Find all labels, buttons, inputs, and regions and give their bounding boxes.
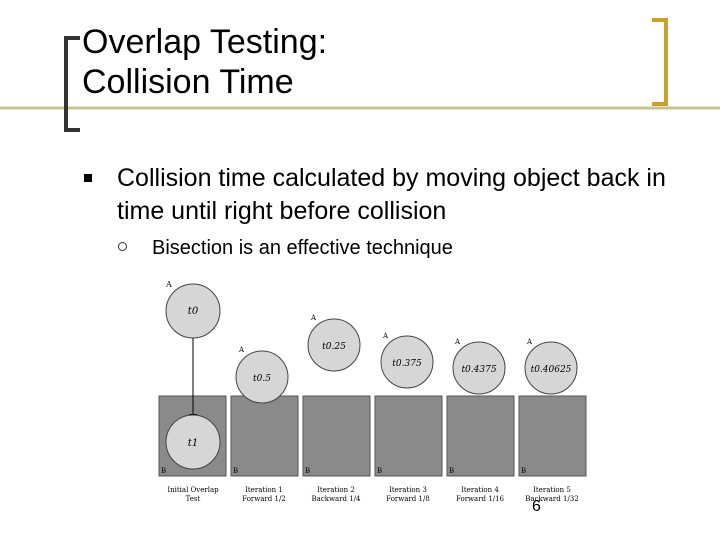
label-a: A <box>527 338 533 346</box>
left-bracket <box>66 38 80 130</box>
page-number: 6 <box>532 498 541 515</box>
bullet-text-1: Collision time calculated by moving object back in time until right before collision <box>117 164 666 225</box>
box-iter-1 <box>231 396 298 476</box>
box-iter-2 <box>303 396 370 476</box>
box-iter-5 <box>519 396 586 476</box>
ball-label-3: t0.375 <box>392 359 422 369</box>
label-a: A <box>311 314 317 322</box>
caption-iter-4-2: Forward 1/16 <box>456 495 504 503</box>
label-a: A <box>239 346 245 354</box>
box-iter-4 <box>447 396 514 476</box>
label-t0: t0 <box>187 306 199 317</box>
caption-initial-1: Initial Overlap <box>167 486 219 494</box>
box-iter-3 <box>375 396 442 476</box>
ball-label-2: t0.25 <box>322 342 346 352</box>
caption-iter-2-1: Iteration 2 <box>317 486 355 494</box>
label-b: B <box>233 467 239 475</box>
ball-label-5: t0.40625 <box>530 365 572 375</box>
label-a: A <box>383 332 389 340</box>
caption-iter-5-2: Backward 1/32 <box>525 495 579 503</box>
ball-label-4: t0.4375 <box>461 365 497 375</box>
label-b: B <box>449 467 455 475</box>
caption-iter-3-1: Iteration 3 <box>389 486 427 494</box>
ball-label-1: t0.5 <box>253 374 271 384</box>
caption-iter-1-2: Forward 1/2 <box>242 495 286 503</box>
caption-iter-3-2: Forward 1/8 <box>386 495 430 503</box>
label-b: B <box>521 467 527 475</box>
caption-iter-2-2: Backward 1/4 <box>311 495 361 503</box>
bisection-figure <box>150 278 590 510</box>
label-a: A <box>166 280 172 289</box>
square-bullet-icon <box>84 174 92 182</box>
caption-iter-1-1: Iteration 1 <box>245 486 283 494</box>
label-b: B <box>377 467 383 475</box>
title-line-2: Collision Time <box>82 63 294 101</box>
label-t1: t1 <box>187 438 199 449</box>
circle-bullet-icon <box>118 242 127 251</box>
caption-iter-5-1: Iteration 5 <box>533 486 571 494</box>
bullet-text-2: Bisection is an effective technique <box>152 237 453 259</box>
caption-iter-4-1: Iteration 4 <box>461 486 499 494</box>
slide-title <box>82 22 602 102</box>
right-bracket <box>652 20 666 104</box>
label-b: B <box>305 467 311 475</box>
label-b: B <box>161 467 167 475</box>
label-a: A <box>455 338 461 346</box>
title-line-1: Overlap Testing: <box>82 23 328 61</box>
caption-initial-2: Test <box>185 495 201 503</box>
